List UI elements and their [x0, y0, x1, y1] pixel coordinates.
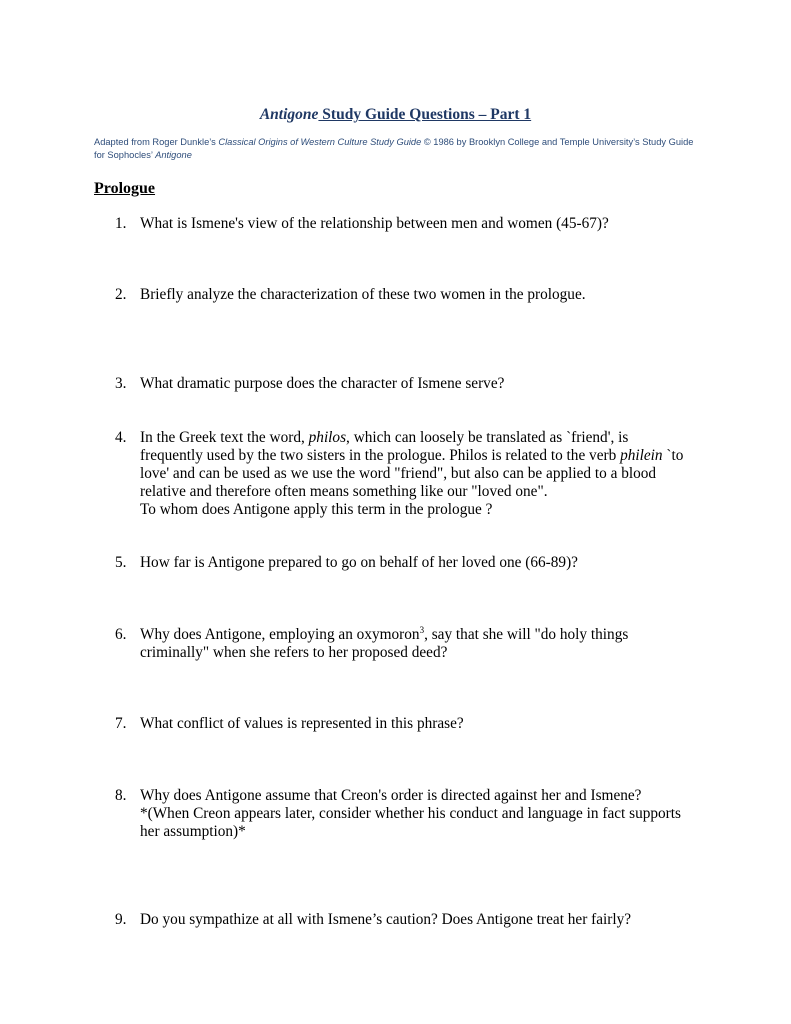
source-attribution — [94, 136, 704, 162]
text-segment: In the Greek text the word, — [140, 429, 309, 446]
text-segment: Why does Antigone, employing an oxymoron — [140, 626, 420, 643]
question-line — [140, 447, 700, 465]
text-segment: `to — [662, 447, 684, 464]
question-text: How far is Antigone prepared to go on behalf of her loved one (66-89)? — [140, 554, 578, 571]
question-number: 7. — [115, 715, 127, 732]
attribution-play: Antigone — [155, 149, 192, 160]
question-line: her assumption)* — [140, 823, 246, 840]
question-line: Why does Antigone assume that Creon's order is directed against her and Ismene? — [140, 787, 642, 804]
attribution-middle: © 1986 by Brooklyn College and Temple University’s Study Guide for Sophocles’ — [94, 137, 694, 160]
question-text: Do you sympathize at all with Ismene’s caution? Does Antigone treat her fairly? — [140, 911, 632, 928]
text-segment: , which can loosely be translated as `friend', is — [346, 429, 629, 446]
question-number: 5. — [115, 554, 127, 571]
document-title — [0, 106, 791, 124]
question-number: 8. — [115, 787, 127, 804]
question-line: To whom does Antigone apply this term in the prologue ? — [140, 501, 493, 518]
question-line: relative and therefore often means something like our "loved one". — [140, 483, 548, 500]
question-text: Briefly analyze the characterization of these two women in the prologue. — [140, 286, 586, 303]
question-text — [140, 626, 700, 662]
question-number: 6. — [115, 626, 127, 643]
question-line: love' and can be used as we use the word "friend", but also can be applied to a blood — [140, 465, 657, 482]
question-text: What dramatic purpose does the character of Ismene serve? — [140, 375, 505, 392]
question-text — [140, 429, 700, 519]
question-text — [140, 787, 700, 841]
title-rest: Study Guide Questions – Part 1 — [318, 106, 532, 123]
question-line: criminally" when she refers to her proposed deed? — [140, 644, 448, 661]
question-number: 9. — [115, 911, 127, 928]
title-play-name: Antigone — [259, 106, 319, 123]
question-number: 1. — [115, 215, 127, 232]
text-segment: , say that she will "do holy things — [424, 626, 629, 643]
question-line: *(When Creon appears later, consider whether his conduct and language in fact supports — [140, 805, 681, 822]
section-heading: Prologue — [94, 180, 156, 197]
question-line — [140, 626, 700, 644]
question-number: 4. — [115, 429, 127, 446]
attribution-source: Classical Origins of Western Culture Study Guide — [218, 137, 422, 147]
italic-term-philein: philein — [620, 447, 663, 464]
question-text: What is Ismene's view of the relationship between men and women (45-67)? — [140, 215, 609, 232]
footnote-marker: 3 — [419, 625, 425, 635]
question-line — [140, 429, 700, 447]
attribution-prefix: Adapted from Roger Dunkle’s — [94, 137, 219, 147]
question-text: What conflict of values is represented in this phrase? — [140, 715, 464, 732]
question-number: 2. — [115, 286, 127, 303]
italic-term-philos: philos — [308, 429, 347, 446]
text-segment: frequently used by the two sisters in the prologue. Philos is related to the verb — [140, 447, 621, 464]
question-number: 3. — [115, 375, 127, 392]
